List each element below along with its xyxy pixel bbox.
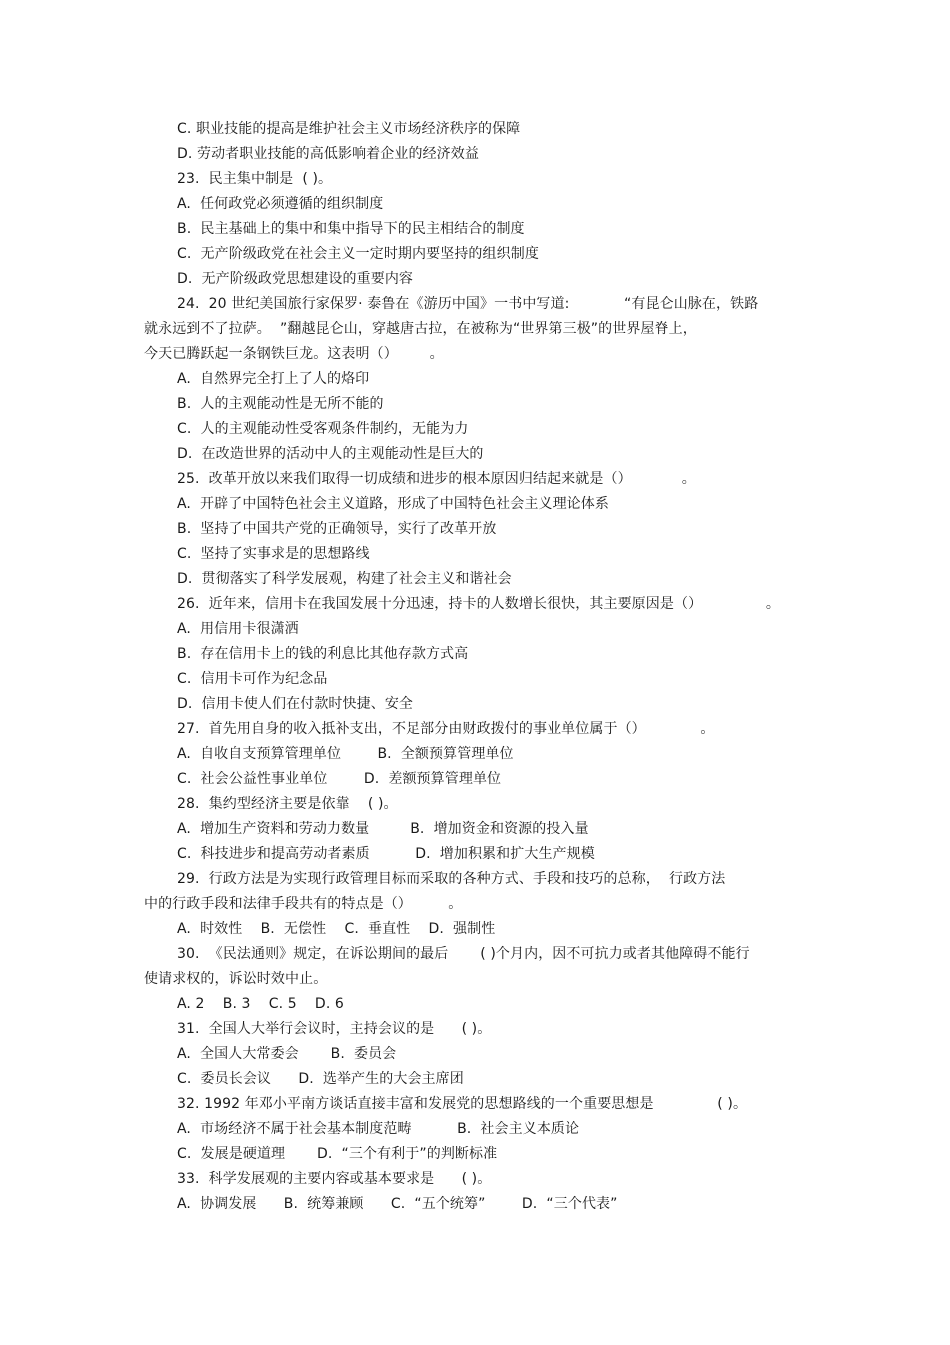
question-29: 29. 行政方法是为实现行政管理目标而采取的各种方式、手段和技巧的总称， 行政方法 [177, 871, 726, 887]
option-b: B. 人的主观能动性是无所不能的 [177, 396, 384, 412]
options-ab: A. 增加生产资料和劳动力数量 B. 增加资金和资源的投入量 [177, 821, 589, 837]
options-ab: A. 市场经济不属于社会基本制度范畴 B. 社会主义本质论 [177, 1121, 580, 1137]
question-29-cont: 中的行政手段和法律手段共有的特点是（） 。 [144, 896, 463, 912]
options-cd: C. 委员长会议 D. 选举产生的大会主席团 [177, 1071, 464, 1087]
options-cd: C. 发展是硬道理 D. “三个有利于”的判断标准 [177, 1146, 498, 1162]
question-24-cont: 就永远到不了拉萨。 ”翻越昆仑山，穿越唐古拉，在被称为“世界第三极”的世界屋脊上， [144, 321, 697, 337]
option-c: C. 坚持了实事求是的思想路线 [177, 546, 370, 562]
question-30-cont: 使请求权的，诉讼时效中止。 [144, 971, 328, 987]
options-cd: C. 社会公益性事业单位 D. 差额预算管理单位 [177, 771, 502, 787]
question-24: 24. 20 世纪美国旅行家保罗· 泰鲁在《游历中国》一书中写道: “有昆仑山脉在，铁路 [177, 296, 759, 312]
option-d: D. 贯彻落实了科学发展观，构建了社会主义和谐社会 [177, 571, 512, 587]
question-27: 27. 首先用自身的收入抵补支出，不足部分由财政拨付的事业单位属于（） 。 [177, 721, 715, 737]
option-c: C. 人的主观能动性受客观条件制约，无能为力 [177, 421, 469, 437]
options-ab: A. 全国人大常委会 B. 委员会 [177, 1046, 397, 1062]
question-32: 32. 1992 年邓小平南方谈话直接丰富和发展党的思想路线的一个重要思想是 ( )。 [177, 1096, 748, 1112]
option-a: A. 任何政党必须遵循的组织制度 [177, 196, 384, 212]
question-25: 25. 改革开放以来我们取得一切成绩和进步的根本原因归结起来就是（） 。 [177, 471, 696, 487]
question-30: 30. 《民法通则》规定，在诉讼期间的最后 ( )个月内，因不可抗力或者其他障碍不能行 [177, 946, 750, 962]
question-33: 33. 科学发展观的主要内容或基本要求是 ( )。 [177, 1171, 492, 1187]
question-23: 23. 民主集中制是 ( )。 [177, 171, 333, 187]
option-a: A. 用信用卡很潇洒 [177, 621, 299, 637]
option-b: B. 民主基础上的集中和集中指导下的民主相结合的制度 [177, 221, 525, 237]
option-c: C. 无产阶级政党在社会主义一定时期内要坚持的组织制度 [177, 246, 539, 262]
options-abcd: A. 协调发展 B. 统筹兼顾 C. “五个统筹” D. “三个代表” [177, 1196, 618, 1212]
options-ab: A. 自收自支预算管理单位 B. 全额预算管理单位 [177, 746, 514, 762]
option-a: A. 开辟了中国特色社会主义道路，形成了中国特色社会主义理论体系 [177, 496, 609, 512]
option-c: C. 信用卡可作为纪念品 [177, 671, 328, 687]
question-28: 28. 集约型经济主要是依靠 ( )。 [177, 796, 398, 812]
option-b: B. 坚持了中国共产党的正确领导，实行了改革开放 [177, 521, 497, 537]
option-d: D. 在改造世界的活动中人的主观能动性是巨大的 [177, 446, 484, 462]
options-abcd: A. 时效性 B. 无偿性 C. 垂直性 D. 强制性 [177, 921, 496, 937]
options-cd: C. 科技进步和提高劳动者素质 D. 增加积累和扩大生产规模 [177, 846, 595, 862]
text-line: D. 劳动者职业技能的高低影响着企业的经济效益 [177, 146, 479, 162]
question-31: 31. 全国人大举行会议时，主持会议的是 ( )。 [177, 1021, 492, 1037]
option-a: A. 自然界完全打上了人的烙印 [177, 371, 370, 387]
text-line: C. 职业技能的提高是维护社会主义市场经济秩序的保障 [177, 121, 521, 137]
option-d: D. 无产阶级政党思想建设的重要内容 [177, 271, 414, 287]
question-26: 26. 近年来，信用卡在我国发展十分迅速，持卡的人数增长很快，其主要原因是（） 。 [177, 596, 780, 612]
option-b: B. 存在信用卡上的钱的利息比其他存款方式高 [177, 646, 469, 662]
option-d: D. 信用卡使人们在付款时快捷、安全 [177, 696, 414, 712]
question-24-cont: 今天已腾跃起一条钢铁巨龙。这表明（） 。 [144, 346, 444, 362]
options-abcd: A. 2 B. 3 C. 5 D. 6 [177, 996, 344, 1012]
